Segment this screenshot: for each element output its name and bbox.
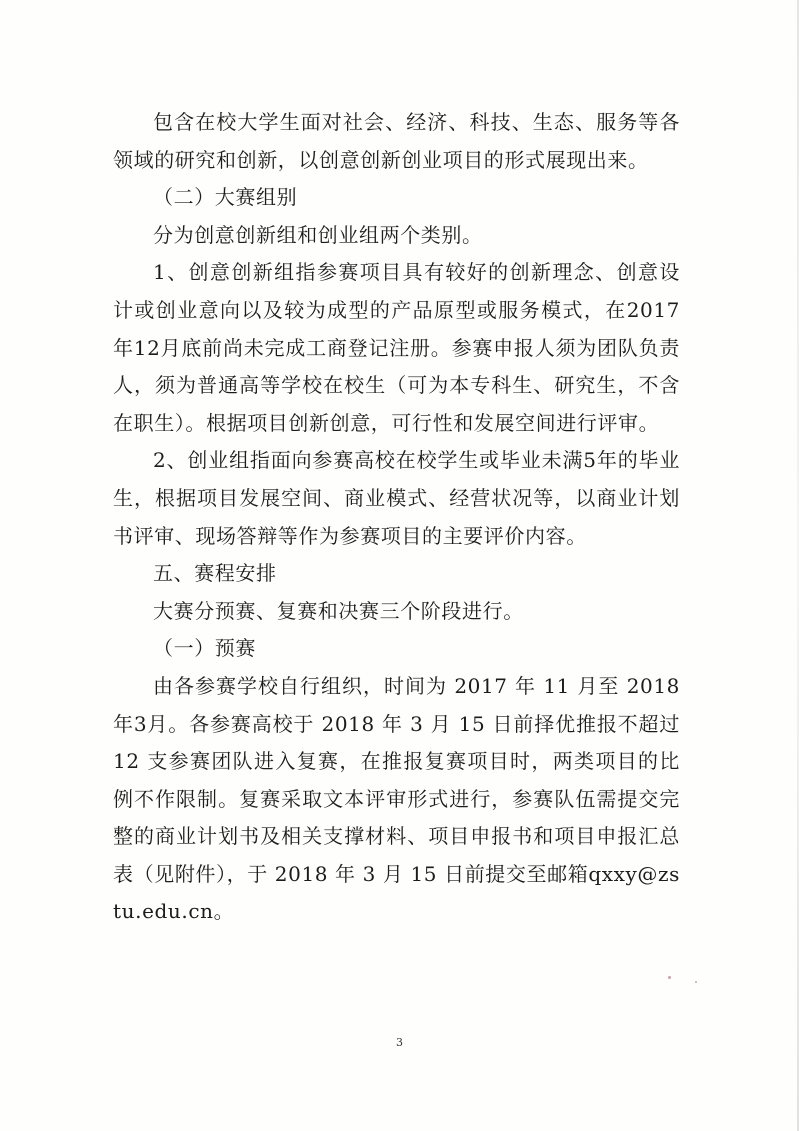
page-number: 3 <box>396 1036 403 1049</box>
scan-speck <box>695 981 697 983</box>
heading-preliminary: （一）预赛 <box>153 636 256 661</box>
heading-schedule: 五、赛程安排 <box>153 561 277 586</box>
paragraph-innovation-group: 1、创意创新组指参赛项目具有较好的创新理念、创意设计或创业意向以及较为成型的产品原型或服务模式，在2017年12月底前尚未完成工商登记注册。参赛申报人须为团队负责人，须为普通高等学校在校生（可为本专科生、研究生，不含在职生）。根据项目创新创意，可行性和发展空间进行评审。 <box>113 260 680 435</box>
paragraph-preliminary-details: 由各参赛学校自行组织，时间为 2017 年 11 月至 2018 年3月。各参赛高校于 2018 年 3 月 15 日前择优推报不超过12 支参赛团队进入复赛，在推报复赛项目时，两类项目的比例不作限制。复赛采取文本评审形式进行，参赛队伍需提交完整的商业计划书及相关支撑材料、项目申报书和项目申报汇总表（见附件），于 2018 年 3 月 15 日前提交至邮箱qxxy@zstu.edu.cn。 <box>113 673 680 924</box>
paragraph-competition-scope: 包含在校大学生面对社会、经济、科技、生态、服务等各领域的研究和创新，以创意创新创业项目的形式展现出来。 <box>113 110 680 172</box>
document-body <box>113 104 680 931</box>
paragraph-group-categories: 分为创意创新组和创业组两个类别。 <box>153 222 483 247</box>
heading-competition-groups: （二）大赛组别 <box>153 185 298 210</box>
paragraph-stages: 大赛分预赛、复赛和决赛三个阶段进行。 <box>153 598 524 623</box>
paragraph-startup-group: 2、创业组指面向参赛高校在校学生或毕业未满5年的毕业生，根据项目发展空间、商业模式、经营状况等，以商业计划书评审、现场答辩等作为参赛项目的主要评价内容。 <box>113 448 680 548</box>
scan-speck <box>668 976 671 979</box>
